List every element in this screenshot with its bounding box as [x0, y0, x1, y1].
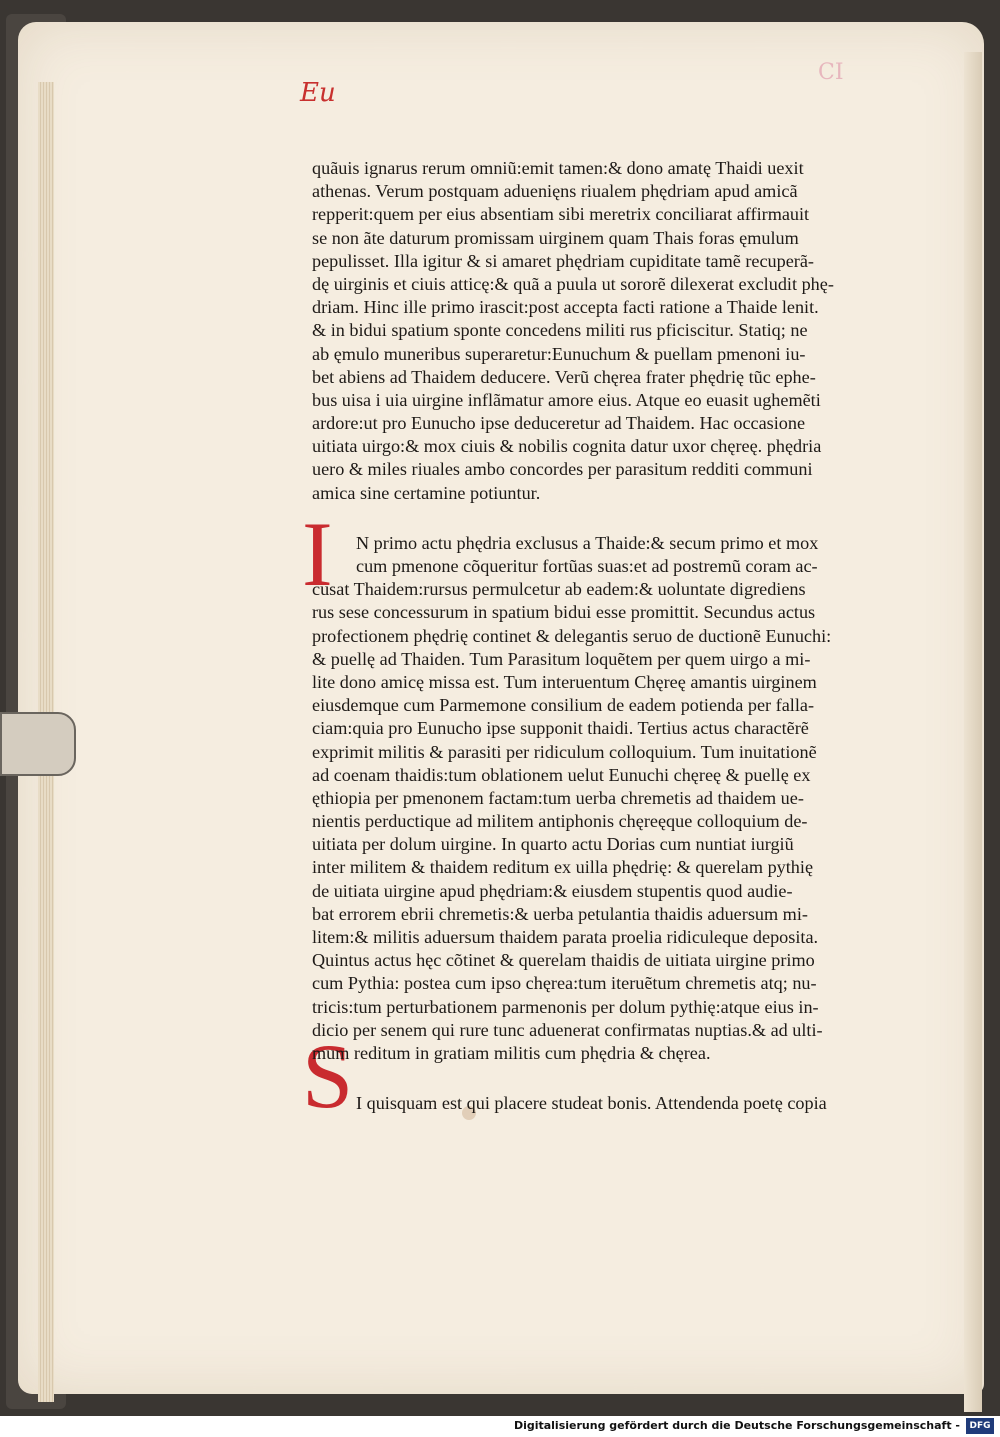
text-line: bat errorem ebrii chremetis:& uerba petulantia thaidis aduersum mi-	[312, 903, 808, 924]
text-line: Quintus actus hęc cõtinet & querelam thaidis de uitiata uirgine primo	[312, 950, 815, 971]
text-block	[312, 157, 872, 1115]
text-line: bus uisa i uia uirgine inflãmatur amore eius. Atque eo euasit ughemẽti	[312, 389, 821, 410]
text-line: de uitiata uirgine apud phędriam:& eiusdem stupentis quod audie-	[312, 880, 793, 901]
text-line: ęthiopia per pmenonem factam:tum uerba chremetis ad thaidem ue-	[312, 787, 804, 808]
dfg-logo: DFG	[966, 1418, 994, 1434]
text-line: & in bidui spatium sponte concedens militi rus pficiscitur. Statiq; ne	[312, 320, 808, 341]
paragraph	[312, 1092, 872, 1115]
paragraph	[312, 532, 872, 1065]
text-line: se non ãte daturum promissam uirginem quam Thais foras ęmulum	[312, 227, 799, 248]
text-line: & puellę ad Thaiden. Tum Parasitum loquẽtem per quem uirgo a mi-	[312, 648, 811, 669]
text-line: cum Pythia: postea cum ipso chęrea:tum iteruẽtum chremetis atq; nu-	[312, 973, 817, 994]
marginal-annotation: Eu	[300, 78, 336, 108]
paragraph-gap	[312, 505, 872, 532]
text-line: N primo actu phędria exclusus a Thaide:& secum primo et mox	[356, 532, 819, 553]
text-line: quãuis ignarus rerum omniũ:emit tamen:& dono amatę Thaidi uexit	[312, 158, 804, 178]
text-line: bet abiens ad Thaidem deducere. Verũ chęrea frater phędrię tũc ephe-	[312, 366, 816, 387]
initial-letter-1: I	[302, 503, 333, 605]
text-line: cusat Thaidem:rursus permulcetur ab eadem:& uoluntate digrediens	[312, 579, 806, 600]
text-line: I quisquam est qui placere studeat bonis. Attendenda poetę copia	[356, 1093, 827, 1114]
text-line: litem:& militis aduersum thaidem parata proelia ridiculeque deposita.	[312, 927, 819, 947]
footer-bar	[0, 1416, 1000, 1437]
initial-letter-2: S	[302, 1025, 354, 1127]
faint-mark: CI	[818, 60, 844, 85]
paragraph-gap	[312, 1065, 872, 1092]
text-line: exprimit militis & parasiti per ridiculum colloquium. Tum inuitationẽ	[312, 741, 817, 762]
text-line: nientis perductique ad militem antiphonis chęreęque colloquium de-	[312, 811, 808, 832]
text-line: amica sine certamine potiuntur.	[312, 482, 541, 503]
text-line: uero & miles riuales ambo concordes per parasitum redditi communi	[312, 459, 813, 480]
text-line: eiusdemque cum Parmemone consilium de eadem potienda per falla-	[312, 695, 815, 716]
footer-credit: Digitalisierung gefördert durch die Deutsche Forschungsgemeinschaft -	[513, 1419, 960, 1432]
text-line: rus sese concessurum in spatium bidui esse promittit. Secundus actus	[312, 602, 816, 623]
text-line: tricis:tum perturbationem parmenonis per dolum pythię:atque eius in-	[312, 996, 819, 1017]
text-line: ab ęmulo muneribus superaretur:Eunuchum & puellam pmenoni iu-	[312, 343, 806, 364]
text-line: repperit:quem per eius absentiam sibi meretrix conciliarat affirmauit	[312, 204, 810, 225]
text-line: ad coenam thaidis:tum oblationem uelut Eunuchi chęreę & puellę ex	[312, 764, 811, 785]
paragraph	[312, 157, 872, 505]
text-line: driam. Hinc ille primo irascit:post accepta facti ratione a Thaide lenit.	[312, 297, 819, 318]
text-line: lite dono amicę missa est. Tum interuentum Chęreę amantis uirginem	[312, 671, 817, 692]
text-line: cum pmenone cõqueritur fortũas suas:et ad postremũ coram ac-	[356, 556, 818, 576]
text-line: uitiata uirgo:& mox ciuis & nobilis cognita datur uxor chęreę. phędria	[312, 436, 822, 457]
text-line: pepulisset. Illa igitur & si amaret phędriam cupiditate tamẽ recuperã-	[312, 250, 814, 271]
clasp-tab	[0, 712, 76, 776]
text-line: ciam:quia pro Eunucho ipse supponit thaidi. Tertius actus charactẽrẽ	[312, 718, 809, 739]
text-line: athenas. Verum postquam aduenięns riualem phędriam apud amicã	[312, 181, 798, 202]
page-right-edge	[964, 52, 982, 1412]
text-line: uitiata per dolum uirgine. In quarto actu Dorias cum nuntiat iurgiũ	[312, 834, 794, 855]
text-line: ardore:ut pro Eunucho ipse deduceretur ad Thaidem. Hac occasione	[312, 413, 806, 434]
text-line: dicio per senem qui rure tunc aduenerat confirmatas nuptias.& ad ulti-	[312, 1019, 823, 1040]
text-line: profectionem phędrię continet & delegantis seruo de ductionẽ Eunuchi:	[312, 625, 832, 646]
text-line: mum reditum in gratiam militis cum phędria & chęrea.	[312, 1042, 711, 1063]
text-line: dę uirginis et ciuis atticę:& quã a puula ut sororẽ dilexerat excludit phę-	[312, 273, 834, 294]
text-line: inter militem & thaidem reditum ex uilla phędrię: & querelam pythię	[312, 857, 814, 878]
